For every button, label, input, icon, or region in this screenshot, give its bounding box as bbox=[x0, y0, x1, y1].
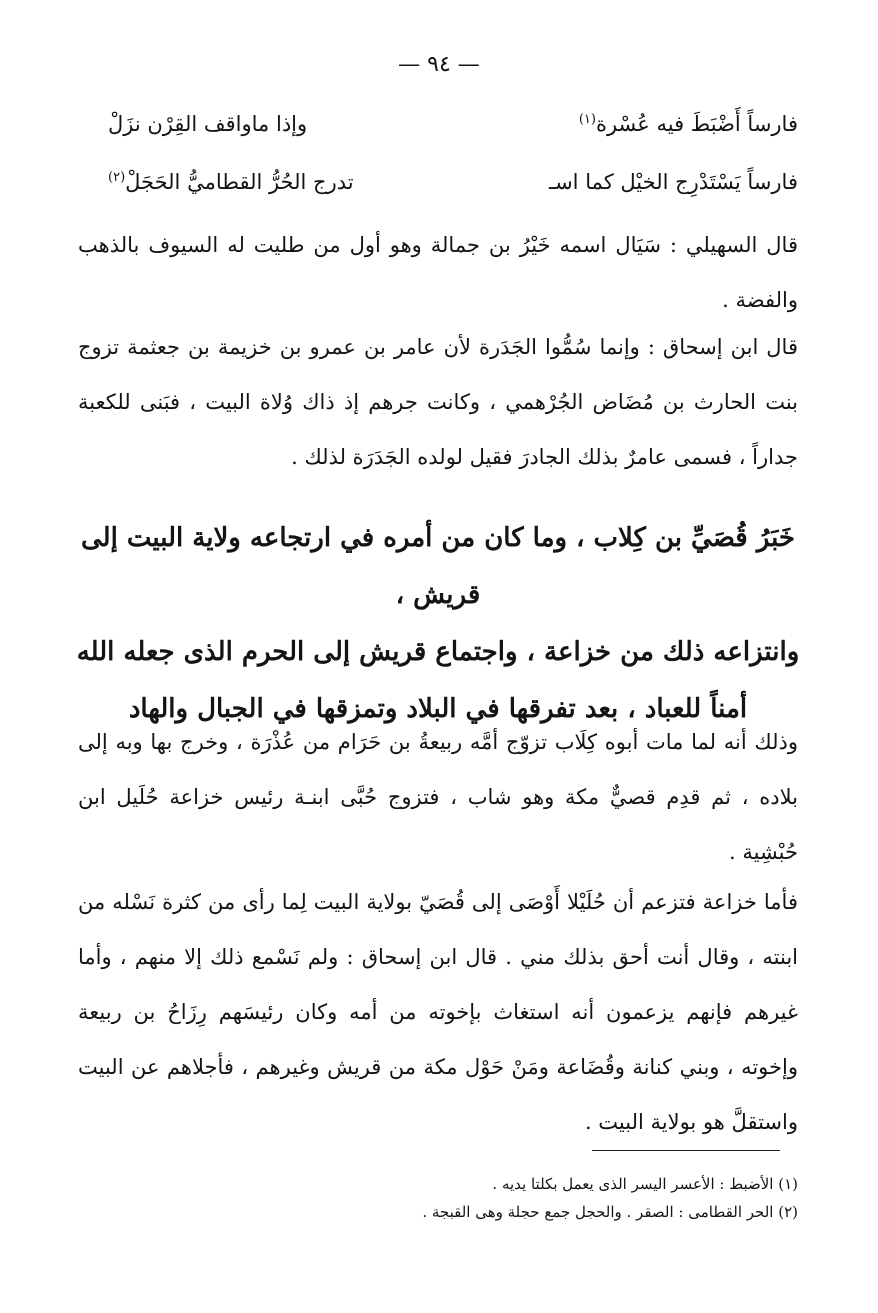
footnote-divider bbox=[592, 1150, 780, 1151]
suhayli-paragraph bbox=[78, 218, 798, 328]
footnote: (٢) الحر القطامى : الصقر . والحجل جمع حجلة وهى القبجة . bbox=[422, 1203, 798, 1221]
page-number: — ٩٤ — bbox=[398, 52, 480, 77]
qusayy-paragraph bbox=[78, 715, 798, 880]
paragraph: وذلك أنه لما مات أبوه كِلَاب تزوّج أمَّه ربيعةُ بن حَرَام من عُذْرَة ، وخرج بها وبه إلى بلاده ، ثم قدِم قصيٌّ مكة وهو شاب ، فتزوج حُبَّى ابنـة رئيس خزاعة حُلَيل ابن حُبْشِية . bbox=[78, 730, 798, 864]
verse-first-hemistich: فارساً يَسْتَدْرِج الخيْل كما اسـ bbox=[548, 170, 798, 194]
heading-line: خَبَرُ قُصَيِّ بن كِلاب ، وما كان من أمره في ارتجاعه ولاية البيت إلى قريش ، bbox=[80, 523, 796, 610]
footnotes bbox=[68, 1170, 798, 1226]
chapter-heading bbox=[58, 510, 818, 738]
verse-second-hemistich bbox=[108, 170, 354, 194]
paragraph: فأما خزاعة فتزعم أن حُلَيْلا أَوْصَى إلى قُصَيّ بولاية البيت لِما رأى من كثرة نَسْله من ابنته ، وقال أنت أحق بذلك مني . قال ابن إسحاق : ولم نَسْمع ذلك إلا منهم ، وأما غيرهم فإنهم يزعمون أنه استغاث بإخوته من أمه وكان رئيسَهم رِزَاحُ بن ربيعة وإخوته ، وبني كنانة وقُضَاعة ومَنْ حَوْل مكة من قريش وغيرهم ، فأجلاهم عن البيت واستقلَّ هو بولاية البيت . bbox=[78, 890, 798, 1134]
heading-line: أمناً للعباد ، بعد تفرقها في البلاد وتمزقها في الجبال والهاد bbox=[128, 694, 748, 724]
footnote-ref: (٢) bbox=[108, 170, 126, 185]
paragraph: قال السهيلي : سَيَال اسمه خَيْرُ بن جمالة وهو أول من طليت له السيوف بالذهب والفضة . bbox=[78, 233, 798, 312]
footnote: (١) الأضبط : الأعسر اليسر الذى يعمل بكلتا يديه . bbox=[492, 1175, 798, 1193]
verse-second-hemistich: وإذا ماواقف القِرْن نزَلْ bbox=[108, 112, 308, 136]
verse-text: تدرج الحُرُّ القطاميُّ الحَجَلْ bbox=[125, 170, 354, 194]
heading-line: وانتزاعه ذلك من خزاعة ، واجتماع قريش إلى الحرم الذى جعله الله bbox=[76, 637, 800, 667]
verse-text: فارساً أَضْبَطَ فيه عُسْرة bbox=[595, 112, 798, 136]
khuzaa-paragraph bbox=[78, 875, 798, 1150]
ibn-ishaq-paragraph bbox=[78, 320, 798, 485]
verse-first-hemistich bbox=[579, 112, 798, 136]
poem-verse bbox=[108, 112, 798, 136]
footnote-ref: (١) bbox=[578, 112, 596, 127]
paragraph: قال ابن إسحاق : وإنما سُمُّوا الجَدَرة لأن عامر بن عمرو بن خزيمة بن جعثمة تزوج بنت الحارث بن مُضَاض الجُرْهمي ، وكانت جرهم إذ ذاك وُلاة البيت ، فبَنى للكعبة جداراً ، فسمى عامرٌ بذلك الجادرَ فقيل لولده الجَدَرَة لذلك . bbox=[78, 335, 798, 469]
poem-verse bbox=[108, 170, 798, 194]
